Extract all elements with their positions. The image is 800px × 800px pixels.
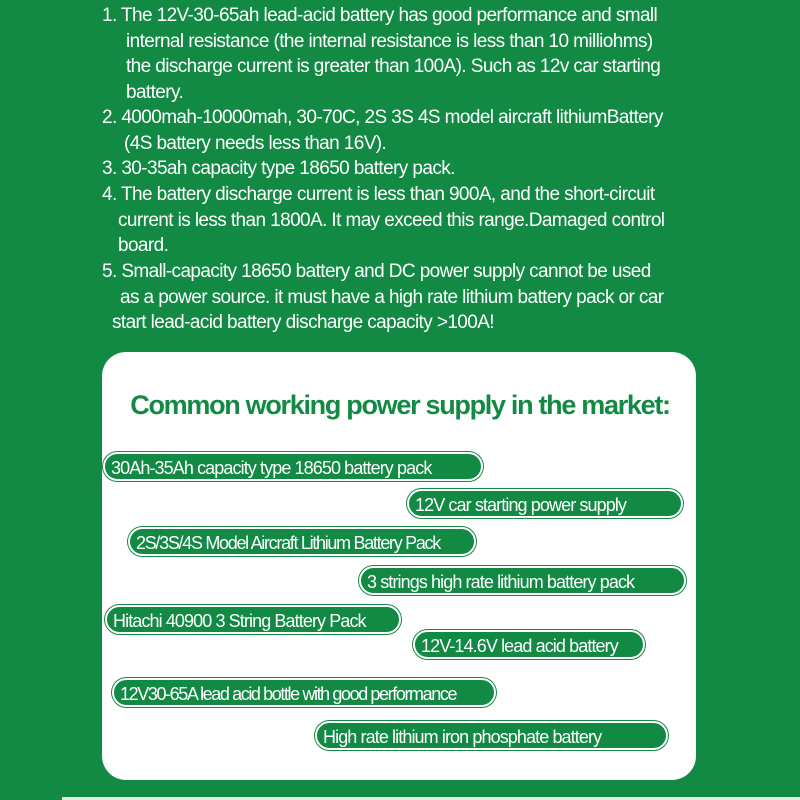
note-item-2 — [0, 105, 663, 156]
power-supply-tag: 2S/3S/4S Model Aircraft Lithium Battery Pack — [128, 527, 476, 556]
note-item-5 — [0, 259, 664, 336]
power-supply-tag: 3 strings high rate lithium battery pack — [359, 566, 686, 595]
power-supply-tag: High rate lithium iron phosphate battery — [315, 721, 668, 750]
power-supply-tag: 12V30-65A lead acid bottle with good performance — [112, 678, 496, 707]
note-line: battery. — [126, 81, 184, 103]
note-line: board. — [118, 235, 169, 256]
note-item-3 — [0, 156, 455, 182]
note-line: current is less than 1800A. It may exceed this range.Damaged control — [118, 209, 665, 231]
power-supply-tag: Hitachi 40900 3 String Battery Pack — [105, 605, 401, 634]
note-line: 5. Small-capacity 18650 battery and DC power supply cannot be used — [102, 261, 651, 282]
note-line: 4. The battery discharge current is less than 900A, and the short-circuit — [102, 184, 655, 205]
note-item-1 — [0, 3, 660, 105]
note-line: internal resistance (the internal resistance is less than 10 milliohms) — [126, 30, 653, 52]
note-line: 2. 4000mah-10000mah, 30-70C, 2S 3S 4S model aircraft lithiumBattery — [102, 107, 663, 128]
power-supply-tag: 12V-14.6V lead acid battery — [413, 630, 645, 659]
note-line: start lead-acid battery discharge capacity >100A! — [112, 312, 494, 333]
power-supply-tag: 30Ah-35Ah capacity type 18650 battery pack — [103, 452, 483, 481]
note-line: as a power source. it must have a high rate lithium battery pack or car — [120, 286, 664, 308]
power-supply-tag: 12V car starting power supply — [407, 489, 683, 518]
card-title: Common working power supply in the market: — [130, 390, 670, 420]
note-item-4 — [0, 182, 664, 259]
note-line: (4S battery needs less than 16V). — [124, 132, 387, 154]
note-line: 3. 30-35ah capacity type 18650 battery pack. — [102, 158, 455, 179]
note-line: 1. The 12V-30-65ah lead-acid battery has good performance and small — [102, 5, 658, 26]
note-line: the discharge current is greater than 100A). Such as 12v car starting — [126, 56, 661, 77]
